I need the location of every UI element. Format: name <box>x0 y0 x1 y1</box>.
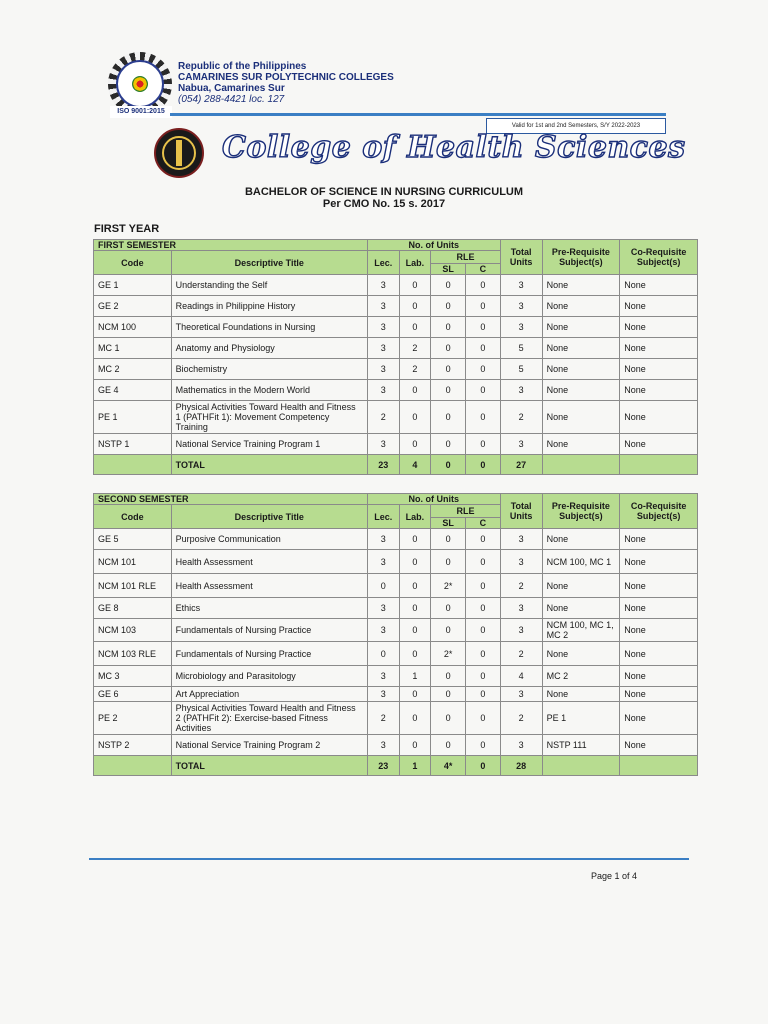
total-c: 0 <box>465 756 500 776</box>
units-total: 3 <box>500 598 542 619</box>
prerequisite: NSTP 111 <box>542 735 620 756</box>
course-row <box>94 702 698 735</box>
course-code: MC 3 <box>94 666 172 687</box>
course-code: PE 2 <box>94 702 172 735</box>
units-lec: 2 <box>367 702 399 735</box>
units-sl: 0 <box>431 338 466 359</box>
units-sl: 0 <box>431 529 466 550</box>
units-total: 4 <box>500 666 542 687</box>
course-title: Art Appreciation <box>171 687 367 702</box>
course-row <box>94 550 698 574</box>
units-lec: 0 <box>367 574 399 598</box>
prerequisite: None <box>542 275 620 296</box>
course-title: Ethics <box>171 598 367 619</box>
units-lab: 1 <box>399 666 431 687</box>
course-row <box>94 338 698 359</box>
units-lab: 0 <box>399 735 431 756</box>
course-title: Mathematics in the Modern World <box>171 380 367 401</box>
total-spacer <box>94 455 172 475</box>
course-row <box>94 434 698 455</box>
total-spacer <box>620 455 698 475</box>
prerequisite: NCM 100, MC 1 <box>542 550 620 574</box>
units-sl: 0 <box>431 401 466 434</box>
prerequisite: None <box>542 687 620 702</box>
corequisite: None <box>620 434 698 455</box>
units-lab: 0 <box>399 275 431 296</box>
document-title: BACHELOR OF SCIENCE IN NURSING CURRICULUM <box>244 186 524 198</box>
units-lab: 0 <box>399 529 431 550</box>
corequisite: None <box>620 574 698 598</box>
total-spacer <box>542 756 620 776</box>
corequisite: None <box>620 338 698 359</box>
prerequisite: None <box>542 574 620 598</box>
course-code: NSTP 1 <box>94 434 172 455</box>
units-total: 3 <box>500 434 542 455</box>
col-rle: RLE <box>431 505 500 518</box>
header-divider <box>170 113 666 116</box>
school-phone: (054) 288-4421 loc. 127 <box>178 94 285 105</box>
course-code: PE 1 <box>94 401 172 434</box>
corequisite: None <box>620 401 698 434</box>
units-lab: 0 <box>399 619 431 642</box>
total-sl: 4* <box>431 756 466 776</box>
units-lec: 0 <box>367 642 399 666</box>
col-lec: Lec. <box>367 505 399 529</box>
total-label: TOTAL <box>171 455 367 475</box>
page-number: Page 1 of 4 <box>591 871 638 881</box>
total-spacer <box>620 756 698 776</box>
course-title: Physical Activities Toward Health and Fitness 1 (PATHFit 1): Movement Competency Training <box>171 401 367 434</box>
corequisite: None <box>620 275 698 296</box>
first-semester-table <box>93 239 698 475</box>
units-lab: 0 <box>399 380 431 401</box>
units-c: 0 <box>465 666 500 687</box>
units-total: 5 <box>500 338 542 359</box>
units-lec: 3 <box>367 380 399 401</box>
units-sl: 0 <box>431 687 466 702</box>
course-row <box>94 317 698 338</box>
units-lec: 3 <box>367 275 399 296</box>
total-row <box>94 756 698 776</box>
course-title: Fundamentals of Nursing Practice <box>171 642 367 666</box>
course-title: National Service Training Program 1 <box>171 434 367 455</box>
units-total: 2 <box>500 401 542 434</box>
prerequisite: None <box>542 380 620 401</box>
total-lab: 1 <box>399 756 431 776</box>
col-lab: Lab. <box>399 505 431 529</box>
units-lec: 3 <box>367 338 399 359</box>
course-row <box>94 735 698 756</box>
units-c: 0 <box>465 338 500 359</box>
col-rle: RLE <box>431 251 500 264</box>
course-row <box>94 666 698 687</box>
corequisite: None <box>620 735 698 756</box>
units-sl: 0 <box>431 296 466 317</box>
course-code: GE 4 <box>94 380 172 401</box>
total-label: TOTAL <box>171 756 367 776</box>
col-no-units: No. of Units <box>367 494 500 505</box>
units-lab: 0 <box>399 574 431 598</box>
units-total: 3 <box>500 529 542 550</box>
course-row <box>94 598 698 619</box>
course-title: Theoretical Foundations in Nursing <box>171 317 367 338</box>
units-lab: 0 <box>399 702 431 735</box>
units-lec: 3 <box>367 434 399 455</box>
course-row <box>94 380 698 401</box>
col-sl: SL <box>431 518 466 529</box>
col-total-units: Total Units <box>500 240 542 275</box>
total-spacer <box>94 756 172 776</box>
course-row <box>94 401 698 434</box>
units-lab: 0 <box>399 550 431 574</box>
units-c: 0 <box>465 401 500 434</box>
course-code: GE 2 <box>94 296 172 317</box>
prerequisite: None <box>542 598 620 619</box>
school-name: CAMARINES SUR POLYTECHNIC COLLEGES <box>178 72 394 83</box>
col-prereq: Pre-Requisite Subject(s) <box>542 240 620 275</box>
col-code: Code <box>94 505 172 529</box>
course-code: MC 1 <box>94 338 172 359</box>
units-lab: 2 <box>399 338 431 359</box>
units-sl: 2* <box>431 574 466 598</box>
total-total: 28 <box>500 756 542 776</box>
units-c: 0 <box>465 702 500 735</box>
corequisite: None <box>620 529 698 550</box>
col-total-units: Total Units <box>500 494 542 529</box>
units-lec: 2 <box>367 401 399 434</box>
units-c: 0 <box>465 735 500 756</box>
corequisite: None <box>620 666 698 687</box>
corequisite: None <box>620 550 698 574</box>
course-title: Understanding the Self <box>171 275 367 296</box>
college-name: College of Health Sciences <box>222 130 686 165</box>
units-sl: 0 <box>431 619 466 642</box>
units-c: 0 <box>465 574 500 598</box>
units-lab: 0 <box>399 296 431 317</box>
prerequisite: None <box>542 338 620 359</box>
semester-label: FIRST SEMESTER <box>94 240 368 251</box>
total-total: 27 <box>500 455 542 475</box>
corequisite: None <box>620 380 698 401</box>
prerequisite: None <box>542 401 620 434</box>
prerequisite: None <box>542 642 620 666</box>
units-c: 0 <box>465 550 500 574</box>
course-title: Purposive Communication <box>171 529 367 550</box>
units-sl: 0 <box>431 598 466 619</box>
col-lec: Lec. <box>367 251 399 275</box>
course-row <box>94 619 698 642</box>
college-logo-icon <box>154 128 204 178</box>
prerequisite: None <box>542 434 620 455</box>
units-lec: 3 <box>367 317 399 338</box>
total-row <box>94 455 698 475</box>
course-row <box>94 529 698 550</box>
units-sl: 0 <box>431 359 466 380</box>
school-location: Nabua, Camarines Sur <box>178 83 285 94</box>
units-total: 3 <box>500 317 542 338</box>
total-lab: 4 <box>399 455 431 475</box>
course-code: GE 8 <box>94 598 172 619</box>
course-row <box>94 359 698 380</box>
col-sl: SL <box>431 264 466 275</box>
total-lec: 23 <box>367 455 399 475</box>
units-total: 2 <box>500 574 542 598</box>
iso-label: ISO 9001:2015 <box>110 106 172 118</box>
course-title: Microbiology and Parasitology <box>171 666 367 687</box>
republic-line: Republic of the Philippines <box>178 61 307 72</box>
corequisite: None <box>620 296 698 317</box>
units-sl: 0 <box>431 275 466 296</box>
units-lab: 0 <box>399 598 431 619</box>
prerequisite: None <box>542 359 620 380</box>
institution-header <box>108 52 668 122</box>
units-sl: 0 <box>431 380 466 401</box>
units-lab: 0 <box>399 401 431 434</box>
course-code: NCM 101 RLE <box>94 574 172 598</box>
units-lab: 0 <box>399 642 431 666</box>
units-total: 2 <box>500 642 542 666</box>
units-lab: 0 <box>399 687 431 702</box>
units-lab: 0 <box>399 434 431 455</box>
document-subtitle: Per CMO No. 15 s. 2017 <box>322 198 446 210</box>
course-row <box>94 574 698 598</box>
units-total: 3 <box>500 550 542 574</box>
col-title: Descriptive Title <box>171 251 367 275</box>
units-total: 3 <box>500 735 542 756</box>
course-title: Physical Activities Toward Health and Fitness 2 (PATHFit 2): Exercise-based Fitness Activities <box>171 702 367 735</box>
units-lec: 3 <box>367 687 399 702</box>
units-lec: 3 <box>367 550 399 574</box>
units-lec: 3 <box>367 529 399 550</box>
units-c: 0 <box>465 359 500 380</box>
units-lec: 3 <box>367 735 399 756</box>
units-total: 3 <box>500 380 542 401</box>
units-total: 3 <box>500 296 542 317</box>
course-title: Fundamentals of Nursing Practice <box>171 619 367 642</box>
col-prereq: Pre-Requisite Subject(s) <box>542 494 620 529</box>
col-coreq: Co-Requisite Subject(s) <box>620 494 698 529</box>
units-sl: 0 <box>431 550 466 574</box>
course-title: Biochemistry <box>171 359 367 380</box>
corequisite: None <box>620 619 698 642</box>
units-c: 0 <box>465 317 500 338</box>
units-sl: 2* <box>431 642 466 666</box>
units-lec: 3 <box>367 598 399 619</box>
prerequisite: PE 1 <box>542 702 620 735</box>
units-c: 0 <box>465 296 500 317</box>
course-code: NSTP 2 <box>94 735 172 756</box>
total-sl: 0 <box>431 455 466 475</box>
col-c: C <box>465 518 500 529</box>
corequisite: None <box>620 642 698 666</box>
prerequisite: None <box>542 317 620 338</box>
units-total: 3 <box>500 687 542 702</box>
footer-divider <box>89 858 689 860</box>
units-lec: 3 <box>367 619 399 642</box>
course-code: GE 5 <box>94 529 172 550</box>
course-title: Health Assessment <box>171 550 367 574</box>
total-spacer <box>542 455 620 475</box>
units-lab: 2 <box>399 359 431 380</box>
corequisite: None <box>620 687 698 702</box>
units-lec: 3 <box>367 666 399 687</box>
units-c: 0 <box>465 598 500 619</box>
units-c: 0 <box>465 642 500 666</box>
col-title: Descriptive Title <box>171 505 367 529</box>
course-title: Health Assessment <box>171 574 367 598</box>
units-sl: 0 <box>431 702 466 735</box>
prerequisite: None <box>542 296 620 317</box>
course-row <box>94 275 698 296</box>
units-total: 3 <box>500 275 542 296</box>
course-code: NCM 103 <box>94 619 172 642</box>
units-c: 0 <box>465 619 500 642</box>
total-c: 0 <box>465 455 500 475</box>
units-sl: 0 <box>431 735 466 756</box>
units-sl: 0 <box>431 434 466 455</box>
course-code: NCM 100 <box>94 317 172 338</box>
col-lab: Lab. <box>399 251 431 275</box>
units-total: 2 <box>500 702 542 735</box>
institution-info <box>178 61 394 105</box>
course-code: GE 6 <box>94 687 172 702</box>
units-total: 5 <box>500 359 542 380</box>
units-c: 0 <box>465 529 500 550</box>
units-sl: 0 <box>431 666 466 687</box>
course-code: NCM 103 RLE <box>94 642 172 666</box>
course-title: Anatomy and Physiology <box>171 338 367 359</box>
corequisite: None <box>620 598 698 619</box>
units-total: 3 <box>500 619 542 642</box>
col-c: C <box>465 264 500 275</box>
course-row <box>94 642 698 666</box>
units-c: 0 <box>465 380 500 401</box>
prerequisite: NCM 100, MC 1, MC 2 <box>542 619 620 642</box>
prerequisite: MC 2 <box>542 666 620 687</box>
course-row <box>94 687 698 702</box>
units-c: 0 <box>465 275 500 296</box>
col-coreq: Co-Requisite Subject(s) <box>620 240 698 275</box>
corequisite: None <box>620 359 698 380</box>
units-lab: 0 <box>399 317 431 338</box>
course-code: NCM 101 <box>94 550 172 574</box>
validity-note: Valid for 1st and 2nd Semesters, S/Y 2022-2023 <box>486 118 666 134</box>
year-label: FIRST YEAR <box>94 223 160 235</box>
course-title: National Service Training Program 2 <box>171 735 367 756</box>
course-row <box>94 296 698 317</box>
units-sl: 0 <box>431 317 466 338</box>
units-lec: 3 <box>367 359 399 380</box>
corequisite: None <box>620 702 698 735</box>
units-lec: 3 <box>367 296 399 317</box>
course-title: Readings in Philippine History <box>171 296 367 317</box>
semester-label: SECOND SEMESTER <box>94 494 368 505</box>
units-c: 0 <box>465 434 500 455</box>
course-code: GE 1 <box>94 275 172 296</box>
second-semester-table <box>93 493 698 776</box>
corequisite: None <box>620 317 698 338</box>
total-lec: 23 <box>367 756 399 776</box>
col-no-units: No. of Units <box>367 240 500 251</box>
course-code: MC 2 <box>94 359 172 380</box>
prerequisite: None <box>542 529 620 550</box>
units-c: 0 <box>465 687 500 702</box>
col-code: Code <box>94 251 172 275</box>
